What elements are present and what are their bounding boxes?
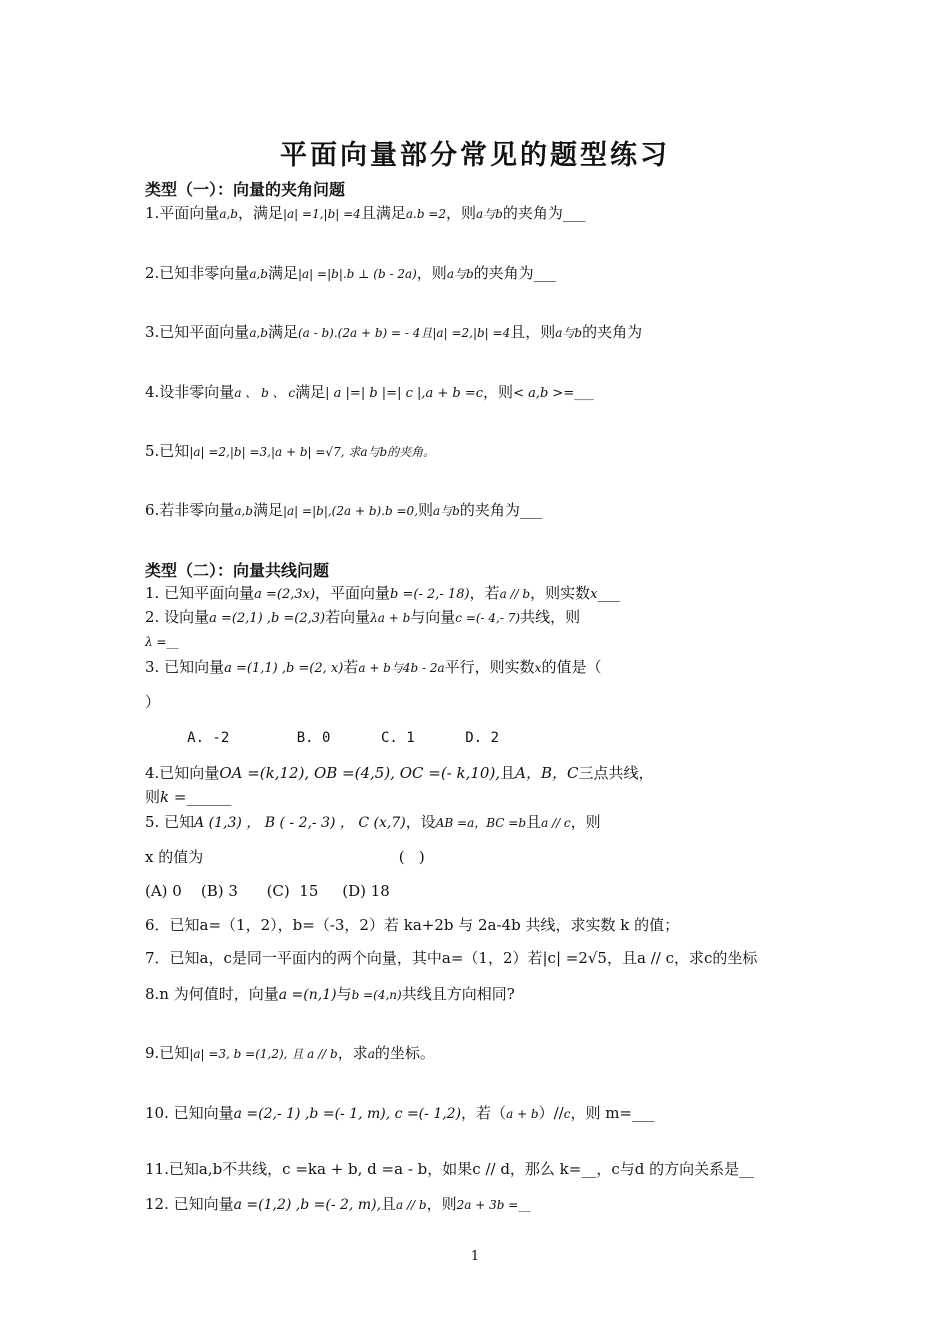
problem-2-3: 3. 已知向量a =(1,1) ,b =(2, x)若a + b与4b - 2a平行，则实数x的值是（: [145, 658, 602, 676]
page-number: 1: [470, 1249, 480, 1264]
problem-2-4-cont: 则k =______: [145, 788, 232, 806]
page-title: 平面向量部分常见的题型练习: [280, 140, 670, 171]
problem-2-10: 10. 已知向量a =(2,- 1) ,b =(- 1, m), c =(- 1,2)，若（a + b）//c，则 m=___: [145, 1104, 655, 1122]
problem-1-1: 1.平面向量a,b，满足|a| =1,|b| =4且满足a.b =2，则a与b的夹角为___: [145, 204, 586, 222]
problem-2-6: 6．已知a=（1，2），b=（-3，2）若 ka+2b 与 2a-4b 共线，求实数 k 的值；: [145, 916, 680, 934]
problem-2-12: 12. 已知向量a =(1,2) ,b =(- 2, m),且a // b，则2a + 3b =__: [145, 1195, 531, 1213]
problem-2-4: 4.已知向量OA =(k,12), OB =(4,5), OC =(- k,10),且A，B，C三点共线，: [145, 764, 654, 782]
problem-2-1: 1. 已知平面向量a =(2,3x)，平面向量b =(- 2,- 18)，若a // b，则实数x___: [145, 584, 620, 602]
problem-2-8: 8.n 为何值时，向量a =(n,1)与b =(4,n)共线且方向相同?: [145, 985, 515, 1003]
problem-1-5: 5.已知|a| =2,|b| =3,|a + b| =√7, 求a与b的夹角。: [145, 442, 436, 460]
section-heading-angle: 类型（一）：向量的夹角问题: [145, 180, 346, 199]
problem-2-3-cont: ）: [145, 693, 161, 711]
problem-1-6: 6.若非零向量a,b满足|a| =|b|,(2a + b).b =0,则a与b的夹角为___: [145, 501, 543, 519]
problem-1-4: 4.设非零向量a 、 b 、 c满足| a |=| b |=| c |,a + b =c，则< a,b >=___: [145, 383, 594, 401]
problem-2-2: 2. 设向量a =(2,1) ,b =(2,3)若向量λa + b与向量c =(- 4,- 7)共线，则: [145, 608, 581, 626]
problem-2-7: 7．已知a，c是同一平面内的两个向量，其中a=（1，2）若|c| =2√5，且a // c，求c的坐标: [145, 949, 758, 967]
problem-2-11: 11.已知a,b不共线，c =ka + b, d =a - b，如果c // d，那么 k=__，c与d 的方向关系是__: [145, 1160, 755, 1178]
section-heading-collinear: 类型（二）：向量共线问题: [145, 561, 330, 580]
problem-2-5-cont: x 的值为 ( ): [145, 848, 425, 866]
problem-1-2: 2.已知非零向量a,b满足|a| =|b|.b ⊥ (b - 2a)，则a与b的夹角为___: [145, 264, 557, 282]
problem-2-5: 5. 已知A (1,3) ， B ( - 2,- 3) ， C (x,7)，设AB =a，BC =b且a // c，则: [145, 813, 601, 831]
problem-2-5-options: (A) 0 (B) 3 (C) 15 (D) 18: [145, 882, 390, 900]
problem-2-2-cont: λ =__: [145, 635, 179, 649]
problem-1-3: 3.已知平面向量a,b满足(a - b).(2a + b) = - 4且|a| =2,|b| =4且，则a与b的夹角为: [145, 323, 643, 341]
problem-2-3-options: A. -2 B. 0 C. 1 D. 2: [145, 730, 500, 746]
problem-2-9: 9.已知|a| =3, b =(1,2), 且 a // b，求a的坐标。: [145, 1044, 435, 1062]
